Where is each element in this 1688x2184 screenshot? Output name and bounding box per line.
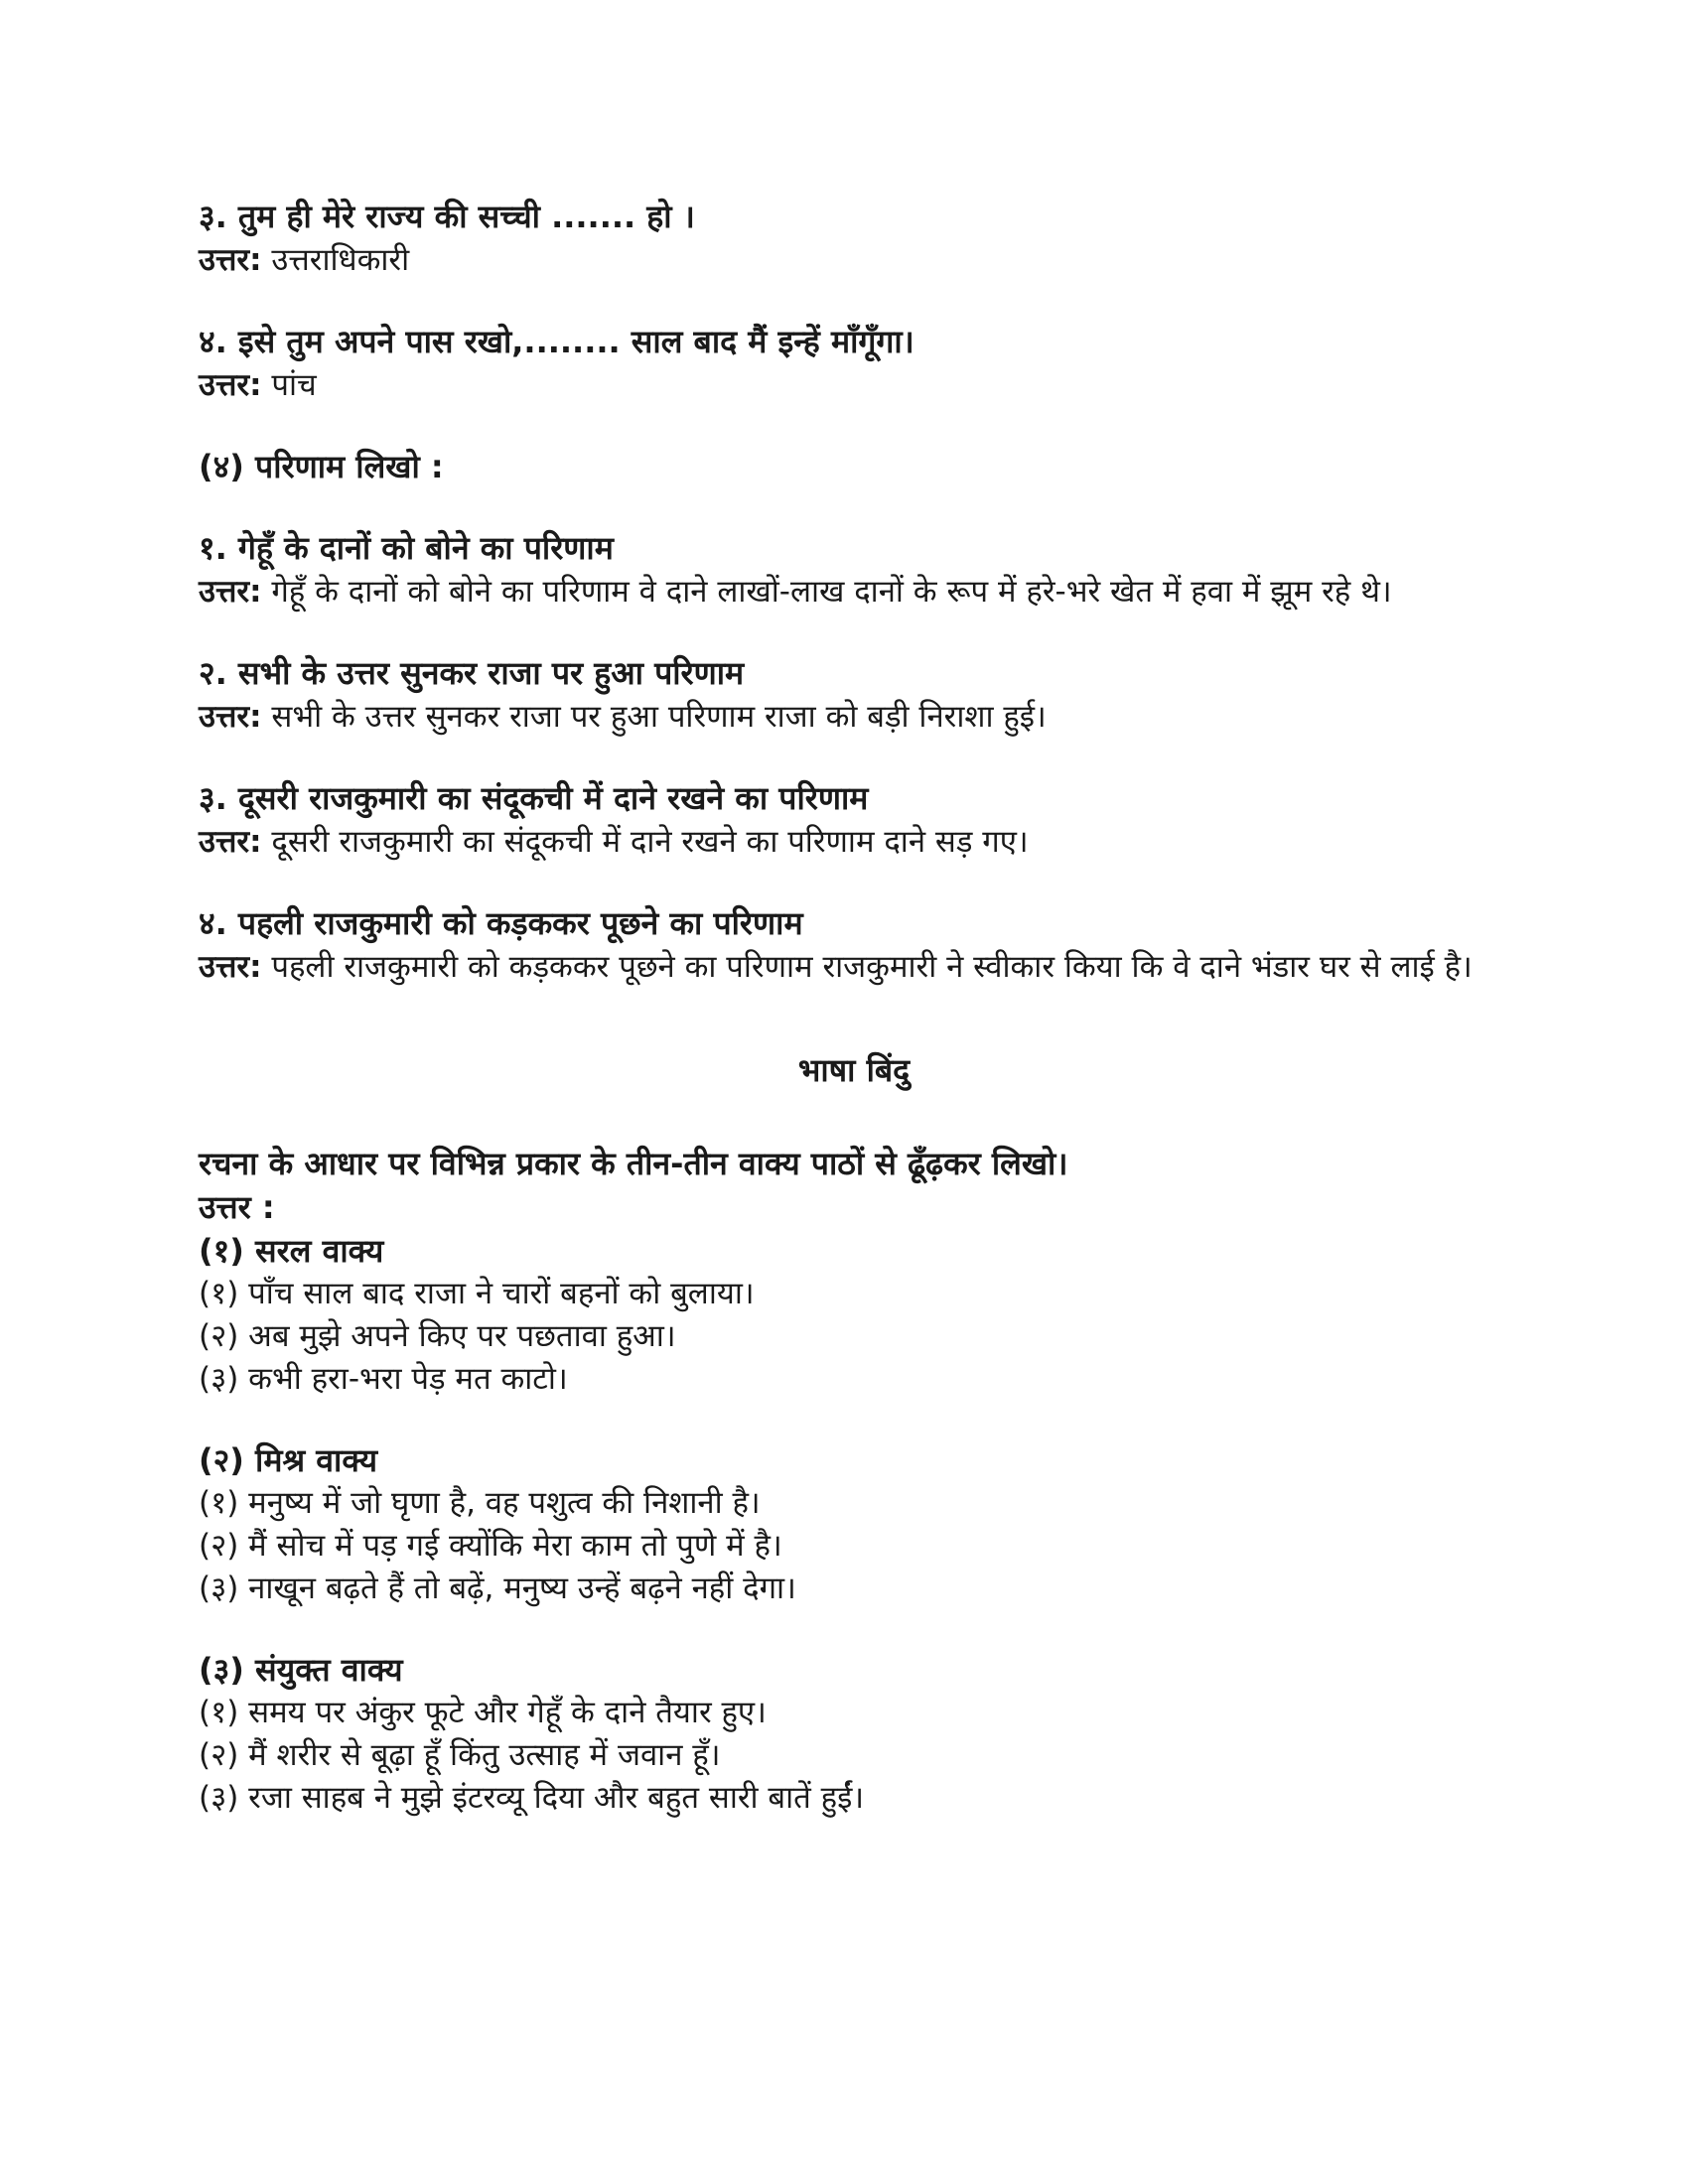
section-4-heading-block (199, 445, 1509, 488)
question-text: ३. तुम ही मेरे राज्य की सच्ची ....... हो । (199, 198, 695, 235)
answer-value: गेहूँ के दानों को बोने का परिणाम वे दाने लाखों-लाख दानों के रूप में हरे-भरे खेत में हवा में झूम रहे थे। (271, 574, 1392, 610)
answer-text (199, 363, 1509, 407)
answer-value: दूसरी राजकुमारी का संदूकची में दाने रखने का परिणाम दाने सड़ गए। (271, 824, 1029, 860)
answer-label: उत्तर: (199, 367, 262, 403)
bhasha-question: रचना के आधार पर विभिन्न प्रकार के तीन-तीन वाक्य पाठों से ढूँढ़कर लिखो। (199, 1145, 1068, 1182)
result-item-2 (199, 651, 1509, 739)
bhasha-question-block (199, 1142, 1509, 1229)
result-item-4 (199, 901, 1509, 989)
answer-text (199, 695, 1509, 739)
answer-text (199, 238, 1509, 282)
sentence-item: (१) समय पर अंकुर फूटे और गेहूँ के दाने तैयार हुए। (199, 1695, 767, 1730)
answer-label: उत्तर: (199, 699, 262, 735)
question-text: २. सभी के उत्तर सुनकर राजा पर हुआ परिणाम (199, 654, 745, 692)
answer-value: उत्तराधिकारी (271, 242, 410, 278)
sentence-item: (२) मैं शरीर से बूढ़ा हूँ किंतु उत्साह में जवान हूँ। (199, 1737, 721, 1773)
answer-text (199, 945, 1509, 989)
section-4-heading: (४) परिणाम लिखो : (199, 448, 444, 485)
result-item-1 (199, 526, 1509, 614)
bhasha-answer-label: उत्तर : (199, 1188, 275, 1226)
document-page (199, 195, 1509, 1857)
answer-value: सभी के उत्तर सुनकर राजा पर हुआ परिणाम राजा को बड़ी निराशा हुई। (271, 699, 1047, 735)
sentence-group-simple (199, 1229, 1509, 1401)
sentence-item: (३) रजा साहब ने मुझे इंटरव्यू दिया और बहुत सारी बातें हुईं। (199, 1780, 865, 1816)
question-text: ४. इसे तुम अपने पास रखो,........ साल बाद मैं इन्हें माँगूँगा। (199, 323, 914, 360)
sentence-item: (२) मैं सोच में पड़ गई क्योंकि मेरा काम तो पुणे में है। (199, 1528, 782, 1564)
question-text: ३. दूसरी राजकुमारी का संदूकची में दाने रखने का परिणाम (199, 779, 869, 817)
group-heading: (३) संयुक्त वाक्य (199, 1651, 403, 1689)
answer-label: उत्तर: (199, 574, 262, 610)
question-text: १. गेहूँ के दानों को बोने का परिणाम (199, 529, 614, 567)
answer-label: उत्तर: (199, 824, 262, 860)
blank-item-4 (199, 320, 1509, 407)
sentence-item: (१) पाँच साल बाद राजा ने चारों बहनों को बुलाया। (199, 1276, 755, 1311)
sentence-item: (१) मनुष्य में जो घृणा है, वह पशुत्व की निशानी है। (199, 1485, 761, 1521)
answer-text (199, 570, 1509, 614)
sentence-item: (३) कभी हरा-भरा पेड़ मत काटो। (199, 1361, 568, 1397)
result-item-3 (199, 776, 1509, 864)
sentence-item: (३) नाखून बढ़ते हैं तो बढ़ें, मनुष्य उन्हें बढ़ने नहीं देगा। (199, 1570, 796, 1606)
sentence-item: (२) अब मुझे अपने किए पर पछतावा हुआ। (199, 1318, 676, 1354)
sentence-group-complex (199, 1438, 1509, 1610)
answer-label: उत्तर: (199, 242, 262, 278)
question-text: ४. पहली राजकुमारी को कड़ककर पूछने का परिणाम (199, 904, 803, 942)
blank-item-3 (199, 195, 1509, 282)
sentence-group-compound (199, 1648, 1509, 1820)
group-heading: (१) सरल वाक्य (199, 1232, 384, 1270)
answer-label: उत्तर: (199, 949, 262, 985)
answer-value: पहली राजकुमारी को कड़ककर पूछने का परिणाम राजकुमारी ने स्वीकार किया कि वे दाने भंडार घर से लाई है। (271, 949, 1473, 985)
group-heading: (२) मिश्र वाक्य (199, 1441, 378, 1479)
bhasha-bindu-title: भाषा बिंदु (797, 1051, 911, 1089)
answer-value: पांच (271, 367, 317, 403)
answer-text (199, 820, 1509, 864)
